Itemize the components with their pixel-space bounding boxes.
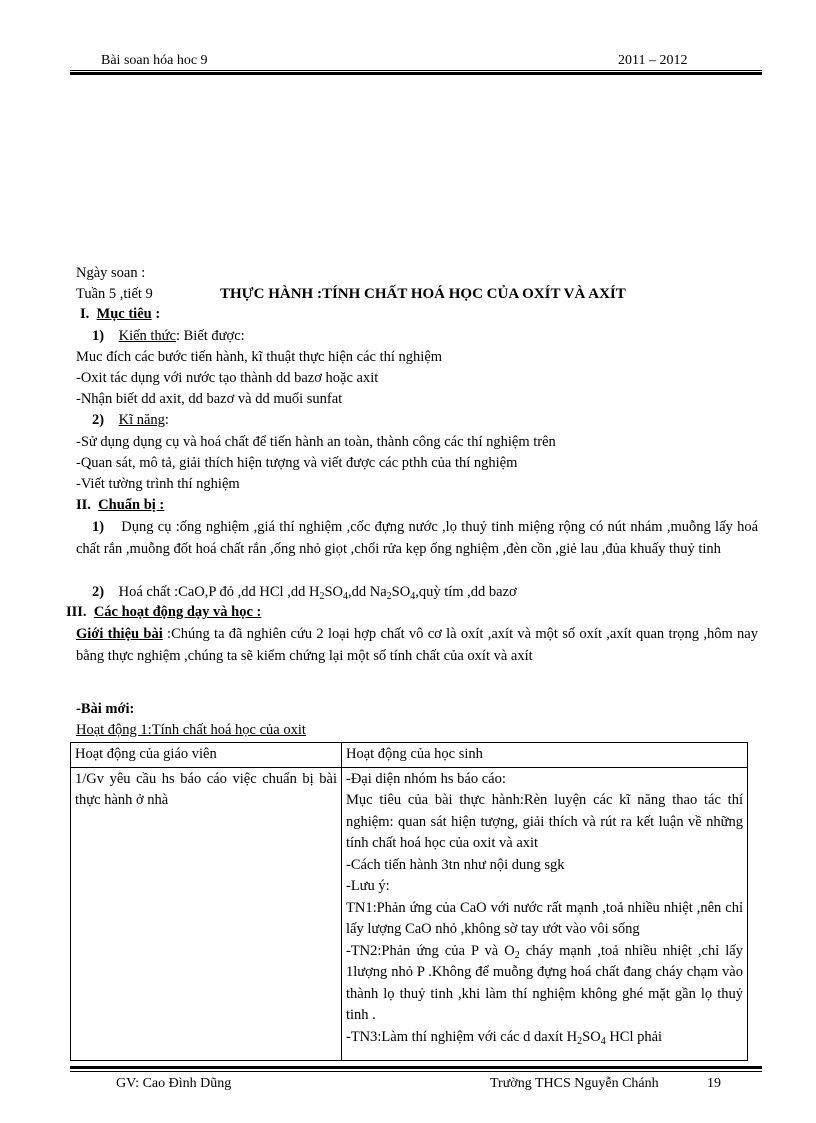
text-line: -Nhận biết dd axit, dd bazơ và dd muối sunfat bbox=[76, 391, 343, 407]
subscript: 2 bbox=[319, 591, 325, 602]
student-line: TN1:Phản ứng của CaO với nước rất mạnh ,toả nhiều nhiệt ,nên chỉ lấy lượng CaO nhỏ ,không sờ tay ướt vào vôi sống bbox=[346, 899, 743, 937]
sub-2-label: Kĩ năng bbox=[118, 412, 165, 428]
section-3-label: Các hoạt động dạy và học : bbox=[93, 604, 262, 620]
text-line: -Sử dụng dụng cụ và hoá chất để tiến hành an toàn, thành công các thí nghiệm trên bbox=[76, 434, 556, 450]
section-2-heading bbox=[76, 495, 164, 515]
footer-left: GV: Cao Đình Dũng bbox=[116, 1076, 232, 1091]
student-line: -Cách tiến hành 3tn như nội dung sgk bbox=[346, 856, 565, 873]
section-1-heading: I. Mục tiêu : bbox=[80, 306, 161, 322]
formula-part: SO bbox=[391, 584, 411, 600]
page-title: THỰC HÀNH :TÍNH CHẤT HOÁ HỌC CỦA OXÍT VÀ AXÍT bbox=[220, 286, 626, 302]
tn3-text-b: HCl phải bbox=[605, 1028, 663, 1045]
equipment-paragraph bbox=[76, 516, 758, 560]
student-cell bbox=[342, 767, 748, 1060]
teacher-header: Hoạt động của giáo viên bbox=[71, 743, 342, 768]
subscript: 2 bbox=[386, 591, 392, 602]
text-line: -Quan sát, mô tả, giải thích hiện tượng và viết được các pthh của thí nghiệm bbox=[76, 455, 518, 471]
activity-title: Hoạt động 1:Tính chất hoá học của oxit bbox=[76, 722, 306, 738]
teacher-text: 1/Gv yêu cầu hs báo cáo việc chuẩn bị bài thực hành ở nhà bbox=[75, 770, 337, 808]
chemicals-text-b: ,dd Na bbox=[347, 584, 387, 600]
footer-rule-thick bbox=[70, 1066, 762, 1069]
header-right: 2011 – 2012 bbox=[618, 53, 688, 68]
section-3-heading bbox=[66, 602, 261, 622]
intro-paragraph bbox=[76, 623, 758, 667]
sub-2-text: : bbox=[164, 412, 169, 428]
week-label: Tuần 5 ,tiết 9 bbox=[76, 286, 153, 302]
section-2-num: II. bbox=[76, 497, 91, 513]
intro-label: Giới thiệu bài bbox=[76, 626, 163, 642]
tn2-text-a: -TN2:Phản ứng của P và O bbox=[346, 942, 515, 959]
subscript: 4 bbox=[342, 591, 348, 602]
text-line: -Oxit tác dụng với nước tạo thành dd bazơ hoặc axit bbox=[76, 370, 379, 386]
table-header-row bbox=[71, 743, 748, 768]
sub-1-text: : Biết được: bbox=[175, 328, 245, 344]
tn2-text-b: cháy mạnh ,toả nhiều nhiệt ,chỉ lấy 1lượng nhỏ P .Không để muỗng đựng hoá chất đang cháy chạm vào thành lọ thuỷ tinh ,khi làm thí nghiệm không ghé mặt gần lọ thuỷ tinh . bbox=[346, 942, 743, 1023]
item-1-num: 1) bbox=[92, 519, 105, 535]
section-3-num: III. bbox=[66, 604, 87, 620]
chemicals-text-c: ,quỳ tím ,dd bazơ bbox=[415, 584, 517, 600]
subscript: 2 bbox=[577, 1035, 583, 1047]
page-number: 19 bbox=[707, 1076, 721, 1091]
item-2-num: 2) bbox=[92, 584, 105, 600]
chemicals-text-a: Hoá chất :CaO,P đỏ ,dd HCl ,dd H bbox=[118, 584, 320, 600]
subscript: 4 bbox=[600, 1035, 606, 1047]
formula-part: SO bbox=[324, 584, 343, 600]
tn3-text-a: -TN3:Làm thí nghiệm với các d daxít H bbox=[346, 1028, 578, 1045]
activity-table bbox=[70, 742, 748, 1061]
formula-part: SO bbox=[582, 1028, 601, 1045]
equipment-text: Dụng cụ :ống nghiệm ,giá thí nghiệm ,cốc đựng nước ,lọ thuỷ tinh miệng rộng có nút nhám ,muỗng lấy hoá chất rắn ,muỗng đốt hoá chất rắn ,ống nhỏ giọt ,chổi rửa kẹp ống nghiệm ,đèn cồn ,giẻ lau ,đủa khuấy thuỷ tinh bbox=[76, 519, 759, 557]
section-1-label: Mục tiêu bbox=[96, 306, 152, 322]
new-lesson-label: -Bài mới: bbox=[76, 701, 135, 717]
sub-1-num: 1) bbox=[92, 328, 105, 344]
student-header: Hoạt động của học sinh bbox=[342, 743, 748, 768]
chemicals-line bbox=[92, 582, 517, 602]
student-line: -Lưu ý: bbox=[346, 878, 390, 894]
header-rule-thin bbox=[70, 70, 762, 71]
header-rule-thick bbox=[70, 72, 762, 75]
footer-right: Trường THCS Nguyễn Chánh bbox=[490, 1076, 659, 1091]
sub-1-label: Kiến thức bbox=[118, 328, 176, 344]
header-left: Bài soan hóa hoc 9 bbox=[101, 53, 208, 68]
student-line: -Đại diện nhóm hs báo cáo: bbox=[346, 770, 506, 787]
student-line: Mục tiêu của bài thực hành:Rèn luyện các kĩ năng thao tác thí nghiệm: quan sát hiện tượng, giải thích và rút ra kết luận về những tính chất hoá học của oxit và axit bbox=[346, 792, 743, 851]
sub-2-heading bbox=[92, 410, 169, 430]
teacher-cell bbox=[71, 767, 342, 1060]
footer-rule-thin bbox=[70, 1071, 762, 1072]
text-line: -Viết tường trình thí nghiệm bbox=[76, 476, 240, 492]
date-label: Ngày soan : bbox=[76, 265, 146, 281]
student-line bbox=[346, 1027, 743, 1049]
subscript: 2 bbox=[514, 949, 520, 961]
table-row bbox=[71, 767, 748, 1060]
subscript: 4 bbox=[410, 591, 416, 602]
student-line bbox=[346, 941, 743, 1027]
section-1-num: I. bbox=[80, 306, 90, 322]
text-line: Muc đích các bước tiến hành, kĩ thuật thực hiện các thí nghiệm bbox=[76, 349, 443, 365]
sub-2-num: 2) bbox=[92, 412, 105, 428]
intro-text: :Chúng ta đã nghiên cứu 2 loại hợp chất vô cơ là oxít ,axít và một số oxít ,axít quan trọng ,hôm nay bằng thực nghiệm ,chúng ta sẽ kiểm chứng lại một số tính chất của oxít và axít bbox=[76, 626, 758, 664]
section-2-label: Chuẩn bị : bbox=[98, 497, 165, 513]
sub-1-heading bbox=[92, 326, 245, 346]
